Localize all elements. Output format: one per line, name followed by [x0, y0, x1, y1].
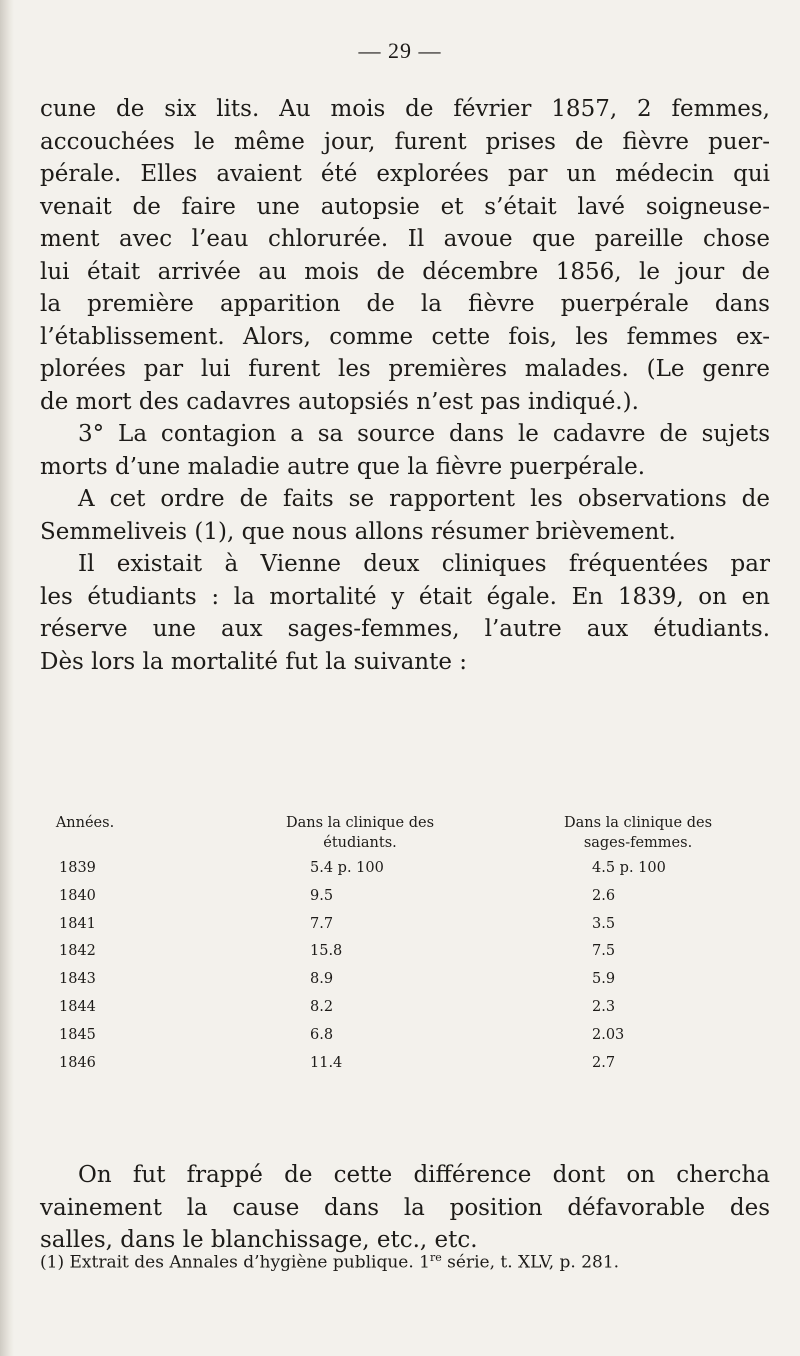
cell-students: 5.4 p. 100 [310, 860, 384, 876]
page-binding-edge [0, 0, 14, 1356]
text-line: les étudiants : la mortalité y était égale. En 1839, on en [40, 583, 770, 610]
footnote-text-end: série, t. XLV, p. 281. [441, 1252, 620, 1273]
cell-midwives: 2.7 [592, 1054, 616, 1071]
text-line: morts d’une maladie autre que la fièvre puerpérale. [40, 453, 646, 480]
table-row [40, 1050, 770, 1078]
cell-year: 1839 [59, 860, 96, 876]
cell-year: 1846 [59, 1054, 96, 1071]
text-line: venait de faire une autopsie et s’était lavé soigneuse- [40, 193, 770, 220]
cell-year: 1845 [59, 1026, 96, 1043]
cell-year: 1843 [59, 971, 96, 988]
cell-midwives: 2.3 [592, 998, 616, 1015]
text-line: cune de six lits. Au mois de février 1857, 2 femmes, [40, 96, 770, 122]
footnote-text: (1) Extrait des Annales d’hygiène publique. 1 [40, 1252, 430, 1273]
page-number: — 29 — [358, 38, 442, 63]
cell-students: 8.2 [310, 998, 334, 1015]
cell-students: 9.5 [310, 887, 334, 904]
text-line: On fut frappé de cette différence dont on chercha [78, 1162, 770, 1188]
text-line: Dès lors la mortalité fut la suivante : [40, 648, 468, 675]
table-header [40, 813, 770, 855]
cell-students: 6.8 [310, 1026, 334, 1043]
text-line: accouchées le même jour, furent prises de fièvre puer- [40, 128, 770, 155]
cell-students: 15.8 [310, 943, 343, 960]
table-row [40, 994, 770, 1022]
cell-midwives: 2.6 [592, 887, 616, 904]
header-years: Années. [55, 815, 115, 831]
cell-midwives: 2.03 [592, 1026, 625, 1043]
cell-students: 7.7 [310, 915, 334, 932]
text-line: 3° La contagion a sa source dans le cadavre de sujets [78, 421, 770, 447]
text-line: A cet ordre de faits se rapportent les observations de [78, 486, 770, 512]
closing-paragraph [40, 1159, 770, 1257]
table-row [40, 883, 770, 911]
text-line: Semmeliveis (1), que nous allons résumer brièvement. [40, 518, 676, 545]
mortality-table [40, 813, 770, 1077]
main-text [40, 93, 770, 678]
header-students-line1: Dans la clinique des [285, 815, 435, 831]
cell-midwives: 4.5 p. 100 [592, 860, 666, 876]
footnote [40, 1251, 780, 1273]
table-row [40, 1022, 770, 1050]
table-row [40, 938, 770, 966]
header-midwives-clinic [518, 813, 758, 853]
footnote-superscript: re [430, 1251, 442, 1264]
header-students-line2: étudiants. [323, 835, 397, 851]
text-line: vainement la cause dans la position défavorable des [40, 1194, 770, 1221]
header-midwives-line1: Dans la clinique des [563, 815, 713, 831]
table-body [40, 855, 770, 1077]
cell-students: 8.9 [310, 971, 334, 988]
cell-year: 1842 [59, 943, 96, 960]
table-row [40, 966, 770, 994]
text-line: plorées par lui furent les premières malades. (Le genre [40, 356, 770, 382]
text-line: lui était arrivée au mois de décembre 1856, le jour de [40, 258, 770, 285]
table-row [40, 911, 770, 939]
text-line: la première apparition de la fièvre puerpérale dans [40, 291, 770, 317]
cell-year: 1840 [59, 887, 96, 904]
cell-midwives: 3.5 [592, 915, 616, 932]
cell-midwives: 7.5 [592, 943, 616, 960]
text-line: l’établissement. Alors, comme cette fois, les femmes ex- [40, 323, 770, 350]
text-line: de mort des cadavres autopsiés n’est pas indiqué.). [40, 388, 639, 415]
text-line: pérale. Elles avaient été explorées par un médecin qui [40, 161, 770, 187]
header-students-clinic [240, 813, 480, 853]
text-line: salles, dans le blanchissage, etc., etc. [40, 1227, 478, 1253]
text-line: réserve une aux sages-femmes, l’autre aux étudiants. [40, 616, 770, 642]
cell-students: 11.4 [310, 1054, 343, 1071]
cell-year: 1844 [59, 998, 96, 1015]
text-line: Il existait à Vienne deux cliniques fréquentées par [78, 551, 770, 577]
cell-year: 1841 [59, 915, 96, 932]
cell-midwives: 5.9 [592, 971, 616, 988]
header-midwives-line2: sages-femmes. [583, 835, 693, 851]
table-row [40, 855, 770, 883]
text-line: ment avec l’eau chlorurée. Il avoue que pareille chose [40, 226, 770, 252]
